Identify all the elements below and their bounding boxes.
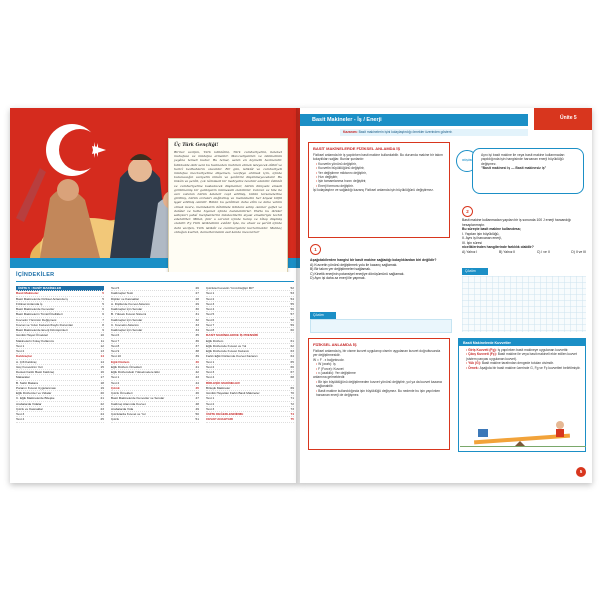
toc-heading: İÇİNDEKİLER (16, 272, 55, 278)
toc-entry-label: Test 4 (206, 307, 215, 311)
toc-entry-page: 21 (100, 396, 104, 401)
info-box-2-bullets (313, 380, 445, 398)
toc-entry-label: B. Sabit Makara (16, 380, 39, 385)
toc-entry-label: Destek Farklı Basit Kaldıraç (16, 370, 55, 374)
toc-entry-page: 58 (290, 317, 294, 322)
toc-entry-page: 57 (290, 312, 294, 317)
question-2-number: 2 (462, 206, 473, 217)
question-1-solution-label: Çözüm (310, 312, 336, 319)
toc-entry-page: 43 (195, 375, 199, 380)
toc-entry-page: 68 (290, 375, 294, 380)
toc-entry-page: 6 (102, 312, 104, 317)
toc-entry-label: Test 10 (111, 354, 121, 359)
statement-item: I. Yapılan işin büyüklüğü, (462, 231, 500, 236)
toc-entry-page: 44 (195, 380, 199, 385)
toc-entry-page: 32 (195, 317, 199, 322)
toc-entry-label: Birleşik Makineler (206, 385, 231, 390)
toc-column-1 (16, 286, 104, 423)
question-2-options (462, 250, 586, 255)
toc-entry-page: 49 (195, 406, 199, 411)
bullet-item: • Kuvvetin yönünü değiştirir, (313, 162, 445, 166)
toc-entry-page: 26 (195, 286, 199, 290)
toc-entry-page: 8 (102, 322, 104, 327)
page-header-bar (300, 114, 528, 126)
unit-tab-label: Ünite 5 (560, 115, 577, 121)
toc-entry-page: 66 (290, 364, 294, 369)
learning-outcome (340, 129, 528, 136)
toc-entry (16, 417, 104, 422)
info-box-work-in-machines (308, 142, 450, 238)
toc-entry-label: Test 9 (111, 349, 120, 353)
toc-entry-label: Farklı Eğik Düzlemde Kuvvet Kazancı (206, 354, 258, 359)
toc-entry-page: 38 (195, 349, 199, 353)
toc-entry-page: 61 (290, 338, 294, 343)
bullet-item: • Hızı değiştirir, (313, 175, 445, 179)
toc-entry-label: Kaldıraçlar (16, 354, 32, 359)
toc-entry-page: 31 (195, 312, 199, 317)
toc-entry-label: Basit Makinelerde Enerji Dönüşümleri (16, 328, 68, 332)
toc-entry-label: Çıkrıkta Kuvvetin Yönü Değişir Mi? (206, 286, 254, 290)
question-1-number: 1 (310, 244, 321, 255)
toc-entry-label: Test 7 (111, 338, 120, 343)
toc-entry-page: 55 (290, 301, 294, 306)
toc-entry-label: Test 1 (206, 359, 215, 364)
toc-entry-page: 63 (290, 349, 294, 353)
toc-entry-label: A. Dişlilerde Kuvvet Aktarımı (111, 301, 151, 306)
force-term: Giriş Kuvveti (Fg): (468, 348, 498, 352)
toc-entry-label: Test 7 (206, 322, 215, 327)
toc-entry-label: Basit Makinelerin Tümü/Özellikleri (16, 312, 63, 317)
info-box-2-title: FİZİKSEL ANLAMDA İŞ (313, 342, 357, 347)
answer-option: D) II ve III (571, 249, 586, 254)
page-number: 5 (576, 467, 586, 477)
force-definition (463, 352, 581, 361)
toc-entry-page: 52 (290, 286, 294, 290)
bullet-item: • Yer değiştirme miktarını değiştirir, (313, 171, 445, 175)
toc-entry-page: 22 (100, 401, 104, 406)
force-term: Çıkış Kuvveti (Fç): (468, 352, 498, 357)
toc-entry-label: C. Eğik Makinelerde Bileşke (16, 396, 55, 401)
toc-entry-label: Kaldıraçlar İçin Sorular (111, 307, 143, 311)
answer-option: A) Kuvvetin yönünü değiştirmek yolu ile kazanç sağlamak. (310, 262, 398, 267)
question-1 (310, 258, 450, 281)
force-term: Yük (G): (468, 361, 482, 366)
force-description: Basit makine tarafından dengede tutulan cisimdir. (481, 361, 554, 366)
toc-entry-label: Günlük Hayat Örnekleri (16, 333, 49, 338)
toc-entry-page: 24 (100, 412, 104, 416)
toc-entry-label: Test 5 (206, 312, 215, 317)
learning-outcome-label: Kazanım: (343, 130, 358, 134)
toc-entry-label: Basit Makinelerde Kuvvetler (16, 307, 55, 311)
toc-entry-label: Paranın Kuvvet Uygulanması (16, 385, 57, 390)
toc-entry-label: Test 8 (111, 343, 120, 348)
toc-entry-page: 47 (195, 396, 199, 401)
toc-entry-label: Çıkrıklarda Kuvvet ve Yol (111, 412, 146, 416)
toc-entry-label: BASİT MAKİNELERDE İŞ PRENSİBİ (206, 333, 259, 338)
toc-entry-page: 67 (290, 370, 294, 374)
bullet-item: • İşin tamamlanma hızını değiştirir, (313, 179, 445, 183)
toc-entry-label: Test 2 (206, 364, 215, 369)
forces-box (458, 338, 586, 452)
toc-entry-label: Güç Kuvvetinin Yeri (16, 364, 43, 369)
force-description: İş yapılırken basit makineye uygulanan kuvvettir. (497, 348, 569, 352)
toc-entry-page: 18 (100, 380, 104, 385)
toc-entry-label: ÜNİTE DEĞERLENDİRME (206, 412, 244, 416)
toc-entry-page: 20 (100, 391, 104, 395)
info-box-outro: İşi kolaylaştırır ve sağladığı kazanç Fiziksel anlamda işin büyüklüğünü değiştirmez. (313, 188, 434, 193)
statement-item: II. Aynı işi harcanan enerji, (462, 236, 502, 240)
toc-entry-label: ÜNİTE 5 : BASİT MAKİNELER (18, 286, 62, 290)
toc-entry-label: Test 4 (206, 375, 215, 380)
toc-entry-label: Basit Makinelerde Kuvvetler ve Sorular (111, 396, 165, 401)
toc-entry-label: Test 3 (16, 412, 25, 416)
toc-entry-page: 14 (100, 359, 104, 364)
toc-entry-page: 36 (195, 338, 199, 343)
force-term: Örnek: (468, 365, 480, 370)
toc-entry-label: B. Yüksek Kuvvet Sistemi (111, 312, 147, 317)
toc-entry-label: Test 1 (111, 375, 120, 380)
think-badge: DÜŞÜN (456, 150, 478, 172)
toc-entry-label: Test 8 (206, 328, 215, 332)
answer-option: B) Yalnız II (498, 249, 516, 254)
toc-entry-label: Test 2 (111, 380, 120, 385)
toc-entry-page: 14 (100, 354, 104, 359)
answer-option: A) Yalnız I (462, 249, 478, 254)
formula-variable: • x (uzaklık): Yer değiştirme (313, 371, 445, 375)
toc-entry-label: Arabalarda Vida (111, 406, 134, 411)
letter-title: Üç Türk Gençliği! (174, 143, 219, 148)
toc-entry (206, 417, 294, 422)
toc-entry-label: Kaldıraçlar İçin Sorular (111, 317, 143, 322)
question-2-sub: Bu süreçte basit makine kullanılırsa; (462, 227, 521, 231)
toc-entry-page: 54 (290, 296, 294, 301)
toc-entry-page: 11 (100, 338, 104, 343)
work-formula: W = F . x bağıntısıdır. (313, 357, 345, 362)
toc-entry-label: CEVAP ANAHTARI (206, 417, 234, 422)
toc-entry-label: Eğik Düzlemde Kuvvet Kazancı (206, 349, 250, 353)
formula-variables (313, 362, 445, 375)
toc-entry-page: 51 (195, 417, 199, 422)
toc-entry-page: 23 (100, 406, 104, 411)
toc-entry-page: 40 (195, 359, 199, 364)
toc-entry-label: Çıkrık (111, 417, 120, 422)
toc-entry-page: 13 (100, 349, 104, 353)
table-of-contents (14, 272, 296, 480)
toc-entry-label: Test 6 (206, 317, 215, 322)
toc-entry-label: Kaldıraçlar İçin Sorular (111, 328, 143, 332)
toc-entry-label: Eğik Düzlemler ve Vidalar (16, 391, 52, 395)
toc-entry-page: 19 (100, 385, 104, 390)
toc-entry-label: Test 2 (206, 296, 215, 301)
toc-entry-page: 9 (102, 328, 104, 332)
toc-entry-label: Makaralar (16, 375, 30, 380)
toc-entry-label: Test 2 (16, 349, 25, 353)
toc-entry-label: Test 4 (16, 417, 25, 422)
answer-option: C) Kinetik enerjinin potansiyel enerjiye dönüşümünü sağlamak. (310, 271, 405, 276)
toc-entry-page: 15 (100, 364, 104, 369)
toc-entry (111, 417, 199, 422)
toc-entry-label: Eğik Düzlemde Kuvvet ve Yol (206, 343, 247, 348)
toc-entry-label: A. Çift Kaldıraç (16, 359, 37, 364)
question-1-solution-area[interactable] (310, 319, 452, 333)
toc-entry-label: Test 6 (111, 333, 120, 338)
bullet-item: • Enerji formunu değiştirir. (313, 184, 445, 188)
question-2-solution-grid[interactable] (462, 276, 586, 332)
question-2-stem: Basit makine kullanmadan yapılan bir iş sonunda 100 J enerji harcandığı hesaplanmıştır. (462, 218, 571, 227)
think-answer: "Basit makinesi iş — Basit makinesiz iş" (481, 166, 547, 171)
info-box-bullets (313, 162, 445, 188)
toc-entry-page: 70 (290, 391, 294, 395)
toc-column-2 (111, 286, 199, 423)
toc-entry-label: Çıkrık (111, 385, 120, 390)
answer-option: C) I ve II (536, 249, 550, 254)
toc-entry-label: Basit Makineler (16, 291, 39, 296)
answer-option: D) Aynı işi daha az enerji ile yapmak. (310, 276, 366, 280)
question-2-ask: niceliklerinden hangilerinde farklılık olabilir? (462, 245, 534, 249)
force-definition (463, 366, 581, 370)
toc-entry-label: Kuvvetin Yönünün Değişmesi (16, 317, 57, 322)
toc-entry-label: Arabalarda Vidalar (16, 401, 42, 406)
formula-variable: • F (Force): Kuvvet (313, 367, 445, 371)
toc-entry-page: 71 (290, 396, 294, 401)
toc-entry-label: Kuvvet ve Yolun Kazancı/Kaybı Durumları (16, 322, 74, 327)
question-1-options (310, 263, 450, 281)
forces-box-title: Basit Makinelerde Kuvvetler (459, 339, 585, 346)
toc-entry-page: 16 (100, 370, 104, 374)
think-callout (456, 148, 584, 202)
toc-entry-label: Test 2 (206, 401, 215, 406)
unit-tab (534, 108, 592, 130)
toc-entry-page: 48 (195, 401, 199, 406)
toc-column-3 (206, 286, 294, 423)
toc-entry-page: 39 (195, 354, 199, 359)
toc-entry-page: 5 (102, 291, 104, 296)
toc-entry-page: 64 (290, 354, 294, 359)
formula-variable: • W (work): İş (313, 362, 445, 366)
toc-entry-page: 42 (195, 370, 199, 374)
learning-outcome-text: Basit makinelerin işini kolaylaştırdığı örnekler üzerinden gösterir. (358, 130, 453, 134)
toc-entry-label: Kaldıraçlar Testi (111, 291, 133, 296)
toc-entry-page: 69 (290, 385, 294, 390)
bullet-item: • Kuvvetin büyüklüğünü değiştirir, (313, 166, 445, 170)
answer-option: B) Bir takım yer değiştirmeleri sağlamak. (310, 267, 371, 271)
toc-entry-page: 72 (290, 401, 294, 406)
right-page (300, 108, 592, 483)
force-description: Aşağıda bir basit makine üzerinde G, Fg ve Fç kuvvetleri belirtilmiştir. (479, 365, 581, 370)
toc-entry-label: Kaldıraç Alanında Kuvvet (111, 401, 146, 406)
toc-entry-page: 60 (290, 328, 294, 332)
toc-entry-page: 56 (290, 307, 294, 311)
toc-entry-page: 27 (195, 291, 199, 296)
toc-entry-page: 10 (100, 333, 104, 338)
think-text: Aynı işi basit makine ile veya basit makine kullanmadan yapıldığında işin hangisinde harcanan enerji büyüklüğü değişmez. (481, 153, 565, 166)
toc-entry-label: Basit Makinelerde Fiziksel Anlamda İş (16, 296, 68, 301)
toc-entry-label: Test 5 (111, 286, 120, 290)
toc-entry-label: Eğik Düzlem (206, 338, 224, 343)
info-box-title: BASİT MAKİNELERDE FİZİKSEL ANLAMDA İŞ (313, 146, 401, 151)
toc-entry-page: 33 (195, 322, 199, 327)
toc-entry-page: 53 (290, 291, 294, 296)
toc-entry-label: Test 1 (206, 396, 215, 401)
toc-entry-page: 28 (195, 296, 199, 301)
toc-entry-page: 46 (195, 391, 199, 395)
page-header-title: Basit Makineler - İş / Enerji (312, 116, 382, 123)
statement-item: III. İşin süresi (462, 240, 482, 245)
info-box-intro: Fiziksel anlamda bir iş yapılırken basit makine kullanılabilir. Bu durumda makine bir takım kolaylıkları sağlar. Bunlar şunlardır: (313, 153, 443, 162)
toc-entry-page: 29 (195, 301, 199, 306)
bullet-item: • Bir işin büyüklüğünü değiştirmeden kuvvet yönünü değiştirir, yol ya da kuvvet kazancı sağlanabilir. (313, 380, 445, 389)
toc-entry-label: Test 3 (206, 370, 215, 374)
toc-entry-page: 41 (195, 364, 199, 369)
toc-entry-page: 37 (195, 343, 199, 348)
toc-entry-page: 6 (102, 307, 104, 311)
toc-entry-page: 5 (102, 301, 104, 306)
toc-entry-page: 73 (290, 406, 294, 411)
bullet-item: • Basit makine kullanıldığında işin büyüklüğü değişmez. Bu nedenle bu işin yapılırken harcanan enerji de değişmez. (313, 389, 445, 398)
toc-entry-label: C. Kuvvetin Aktarımı (111, 322, 140, 327)
toc-entry-label: Makinelerin Kolay Kullanımı (16, 338, 55, 343)
toc-entry-label: Eğik Düzlemdeki Yükselmelere Etki (111, 370, 160, 374)
toc-entry-page: 59 (290, 322, 294, 327)
toc-entry-page: 30 (195, 307, 199, 311)
seesaw-diagram (460, 407, 586, 447)
info-box-2-text: Fiziksel anlamda iş, bir cisme kuvvet uygulanıp cismin uygulanan kuvvet doğrultusunda yer değiştirmesidir. (313, 349, 441, 358)
toc-entry-label: Test 3 (206, 301, 215, 306)
toc-entry-label: Test 1 (206, 291, 215, 296)
letter-text: Birinci vazifen, Türk istiklâlini, Türk cumhuriyetini, ilelebet muhafaza ve müdafaa etmektir. Mevcudiyetinin ve istikbalinin yegâne temeli budur. Bu temel, senin en kıymetli hazinendir. İstikbalde dahi seni bu hazineden mahrum etmek isteyecek dâhilî ve haricî bedhahların olacaktır. Bir gün, istiklâl ve cumhuriyeti müdafaa mecburiyetine düşersen, vazifeye atılmak için, içinde bulunacağın vaziyetin imkân ve şerâitini düşünmeyeceksin! Bu imkân ve şerâit, çok nâmüsait bir mahiyette tezahür edebilir. İstiklâl ve cumhuriyetine kastedecek düşmanlar, bütün dünyada emsali görülmemiş bir galibiyetin mümessili olabilirler. Cebren ve hile ile aziz vatanın bütün kaleleri zapt edilmiş, bütün tersanelerine girilmiş, bütün orduları dağıtılmış ve memleketin her köşesi bilfiil işgal edilmiş olabilir. Bütün bu şerâitten daha elîm ve daha vahim olmak üzere, memleketin dâhilinde iktidara sahip olanlar gaflet ve dalâlet ve hatta hıyanet içinde bulunabilirler. Hatta bu iktidar sahipleri şahsî menfaatlerini müstevlilerin siyasi emelleriyle tevhit edebilirler. Millet, fakr u zaruret içinde harap ve bîtap düşmüş olabilir. Ey Türk istikbalinin evlâdı! İşte, bu ahval ve şerâit içinde dahi vazifen, Türk istiklâl ve cumhuriyetini kurtarmaktır. Muhtaç olduğun kudret, damarlarındaki asil kanda mevcuttur! (174, 150, 282, 234)
question-2-items (462, 232, 586, 246)
toc-entry-label: Test 1 (16, 343, 25, 348)
toc-entry-label: Eğik Düzlem Örnekleri (111, 364, 142, 369)
info-box-physical-work (308, 338, 450, 450)
toc-entry-label: Test 3 (206, 406, 215, 411)
toc-entry-label: Eğik Düzlem (111, 359, 130, 364)
toc-entry-page: 5 (102, 296, 104, 301)
toc-entry-page: 17 (100, 375, 104, 380)
toc-divider (16, 281, 294, 282)
toc-entry-label: Dişliler ve Kasnaklar (111, 296, 140, 301)
toc-entry-page: 62 (290, 343, 294, 348)
forces-box-lines (459, 346, 585, 372)
toc-entry-page: 50 (195, 412, 199, 416)
question-2 (462, 218, 586, 254)
toc-entry-page: 65 (290, 359, 294, 364)
toc-entry-page: 75 (290, 417, 294, 422)
toc-entry-page: 74 (290, 412, 294, 416)
toc-entry-label: Günlük Hayattan Farklı Basit Makineler (206, 391, 260, 395)
toc-entry-label: BİRLEŞİK MAKİNELER (206, 380, 240, 385)
toc-entry-page: 35 (195, 333, 199, 338)
toc-entry-page: 25 (100, 417, 104, 422)
left-page (10, 108, 300, 483)
toc-entry-label: Çıkrık ve Kasnaklar (16, 406, 43, 411)
toc-entry-page: 45 (195, 385, 199, 390)
info-box-2-text2: anlamına gelmektedir. (313, 375, 346, 380)
toc-entry-page: 34 (195, 328, 199, 332)
toc-entry-page: 7 (102, 317, 104, 322)
toc-entry-label: Çıkrık Örnekleri (111, 391, 133, 395)
question-1-stem: Aşağıdakilerden hangisi bir basit makine sağladığı kolaylıklardan biri değildir? (310, 258, 437, 262)
think-box (472, 148, 584, 194)
force-description: Basit makine ile veya basit makineli elde edilen kuvvet (sistem parçası uygulanan kuvvet). (466, 352, 577, 361)
toc-entry-page: 12 (100, 343, 104, 348)
open-book (10, 108, 592, 483)
toc-entry-label: Fiziksel Anlamda İş (16, 301, 43, 306)
question-2-solution-label: Çözüm (462, 268, 488, 275)
